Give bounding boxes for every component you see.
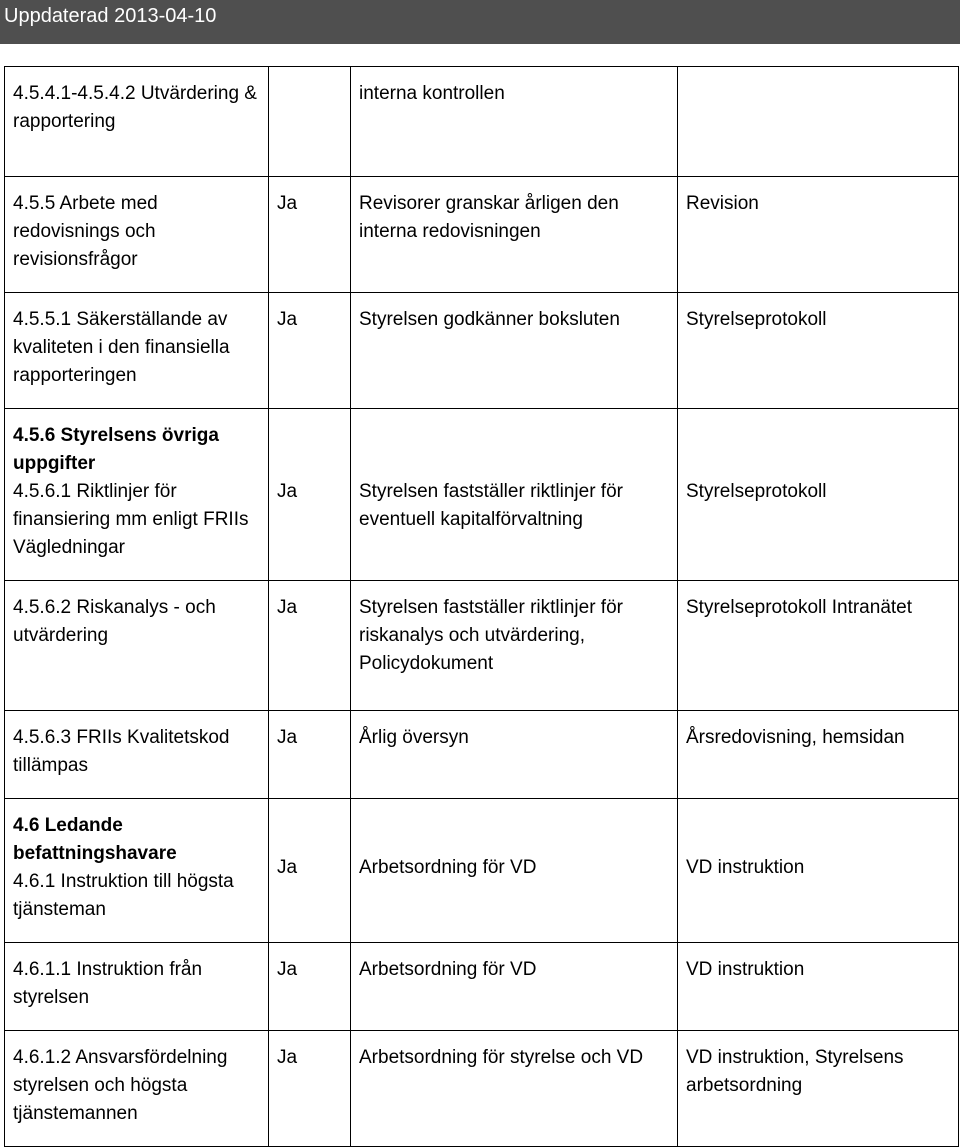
description-cell: Revisorer granskar årligen den interna redovisningen [351, 177, 678, 293]
section-text: 4.5.5 Arbete med redovisnings och revisionsfrågor [13, 193, 158, 270]
section-text: 4.5.6.2 Riskanalys - och utvärdering [13, 597, 216, 646]
description-cell: Årlig översyn [351, 711, 678, 799]
table-row [5, 177, 959, 293]
document-cell: Årsredovisning, hemsidan [678, 711, 959, 799]
table-row [5, 293, 959, 409]
section-cell [5, 293, 269, 409]
header-bar [0, 0, 960, 44]
table-row [5, 409, 959, 581]
section-cell [5, 943, 269, 1031]
answer-cell: Ja [269, 799, 351, 943]
section-cell [5, 799, 269, 943]
answer-cell: Ja [269, 1031, 351, 1147]
answer-cell: Ja [269, 943, 351, 1031]
document-cell [678, 67, 959, 177]
description-cell: Arbetsordning för styrelse och VD [351, 1031, 678, 1147]
table-row [5, 67, 959, 177]
section-text: 4.5.6.1 Riktlinjer för finansiering mm enligt FRIIs Vägledningar [13, 481, 249, 558]
answer-cell: Ja [269, 293, 351, 409]
section-text: 4.6.1.1 Instruktion från styrelsen [13, 959, 203, 1008]
description-cell: Styrelsen godkänner boksluten [351, 293, 678, 409]
description-cell: Arbetsordning för VD [351, 799, 678, 943]
section-heading: 4.5.6 Styrelsens övriga uppgifter [13, 425, 219, 474]
description-cell: Styrelsen fastställer riktlinjer för eventuell kapitalförvaltning [351, 409, 678, 581]
section-cell [5, 1031, 269, 1147]
table-row [5, 711, 959, 799]
governance-table [4, 66, 959, 1147]
document-cell: Styrelseprotokoll Intranätet [678, 581, 959, 711]
section-text: 4.6.1 Instruktion till högsta tjänsteman [13, 871, 234, 920]
answer-cell: Ja [269, 177, 351, 293]
document-cell: Revision [678, 177, 959, 293]
section-cell [5, 711, 269, 799]
document-cell: Styrelseprotokoll [678, 293, 959, 409]
answer-cell: Ja [269, 711, 351, 799]
answer-cell: Ja [269, 581, 351, 711]
table-row [5, 581, 959, 711]
section-cell [5, 409, 269, 581]
description-cell: Arbetsordning för VD [351, 943, 678, 1031]
section-text: 4.5.5.1 Säkerställande av kvaliteten i den finansiella rapporteringen [13, 309, 230, 386]
section-cell [5, 581, 269, 711]
document-cell: VD instruktion [678, 943, 959, 1031]
document-cell: Styrelseprotokoll [678, 409, 959, 581]
table-row [5, 943, 959, 1031]
answer-cell [269, 67, 351, 177]
section-heading: 4.6 Ledande befattningshavare [13, 815, 177, 864]
section-cell [5, 67, 269, 177]
table-row [5, 1031, 959, 1147]
section-text: 4.5.4.1-4.5.4.2 Utvärdering & rapportering [13, 83, 257, 132]
page-update-date: Uppdaterad 2013-04-10 [4, 5, 217, 27]
document-cell: VD instruktion [678, 799, 959, 943]
table-row [5, 799, 959, 943]
section-text: 4.5.6.3 FRIIs Kvalitetskod tillämpas [13, 727, 230, 776]
description-cell: interna kontrollen [351, 67, 678, 177]
description-cell: Styrelsen fastställer riktlinjer för riskanalys och utvärdering, Policydokument [351, 581, 678, 711]
section-text: 4.6.1.2 Ansvarsfördelning styrelsen och högsta tjänstemannen [13, 1047, 228, 1124]
answer-cell: Ja [269, 409, 351, 581]
document-cell: VD instruktion, Styrelsens arbetsordning [678, 1031, 959, 1147]
section-cell [5, 177, 269, 293]
